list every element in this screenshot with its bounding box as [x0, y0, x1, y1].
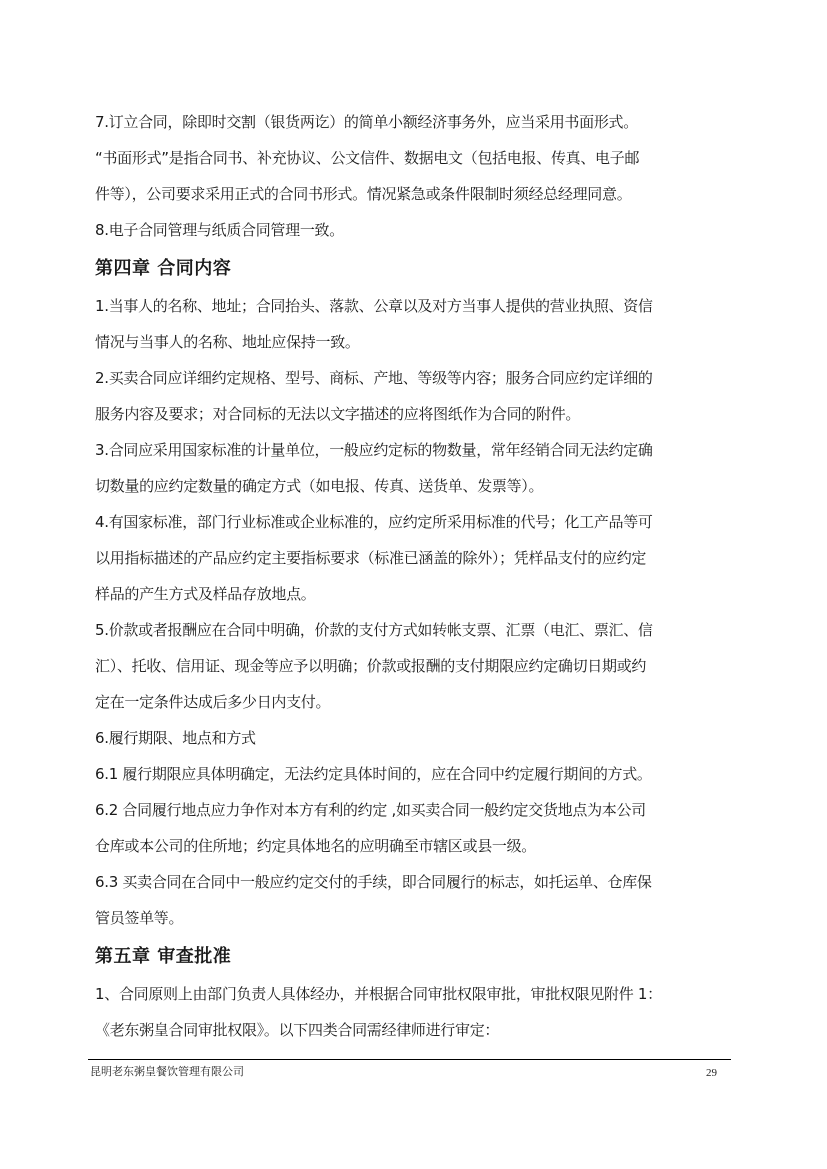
- text-line: 2.买卖合同应详细约定规格、型号、商标、产地、等级等内容；服务合同应约定详细的: [95, 369, 653, 387]
- content-clause-6-1: [95, 756, 735, 792]
- text-line: 6.3 买卖合同在合同中一般应约定交付的手续，即合同履行的标志，如托运单、仓库保: [95, 873, 652, 891]
- document-body: [95, 104, 735, 1048]
- text-line: 服务内容及要求；对合同标的无法以文字描述的应将图纸作为合同的附件。: [95, 405, 581, 423]
- content-clause-6-3: [95, 864, 735, 936]
- text-line: 6.2 合同履行地点应力争作对本方有利的约定 ,如买卖合同一般约定交货地点为本公司: [95, 801, 646, 819]
- footer-company-name: 昆明老东粥皇餐饮管理有限公司: [90, 1065, 244, 1078]
- content-clause-5: [95, 612, 735, 720]
- text-line: 1.当事人的名称、地址；合同抬头、落款、公章以及对方当事人提供的营业执照、资信: [95, 297, 653, 315]
- text-line: 《老东粥皇合同审批权限》。以下四类合同需经律师进行审定：: [95, 1021, 500, 1039]
- text-line: 汇）、托收、信用证、现金等应予以明确；价款或报酬的支付期限应约定确切日期或约: [95, 657, 647, 675]
- text-line: “书面形式”是指合同书、补充协议、公文信件、数据电文（包括电报、传真、电子邮: [95, 149, 640, 167]
- text-line: 7.订立合同，除即时交割（银货两讫）的简单小额经济事务外，应当采用书面形式。: [95, 113, 638, 131]
- text-line: 管员签单等。: [95, 909, 184, 927]
- content-clause-6: [95, 720, 735, 756]
- footer-divider: [88, 1059, 731, 1060]
- text-line: 4.有国家标准，部门行业标准或企业标准的，应约定所采用标准的代号；化工产品等可: [95, 513, 653, 531]
- clause-7: [95, 104, 735, 212]
- content-clause-2: [95, 360, 735, 432]
- text-line: 仓库或本公司的住所地；约定具体地名的应明确至市辖区或县一级。: [95, 837, 537, 855]
- footer-page-number: 29: [706, 1067, 717, 1079]
- content-clause-4: [95, 504, 735, 612]
- chapter-4-heading: 第四章 合同内容: [95, 258, 232, 279]
- text-line: 5.价款或者报酬应在合同中明确，价款的支付方式如转帐支票、汇票（电汇、票汇、信: [95, 621, 653, 639]
- review-clause-1: [95, 976, 735, 1048]
- text-line: 情况与当事人的名称、地址应保持一致。: [95, 333, 360, 351]
- content-clause-3: [95, 432, 735, 504]
- text-line: 定在一定条件达成后多少日内支付。: [95, 693, 331, 711]
- text-line: 1、合同原则上由部门负责人具体经办，并根据合同审批权限审批，审批权限见附件 1：: [95, 985, 662, 1003]
- text-line: 件等），公司要求采用正式的合同书形式。情况紧急或条件限制时须经总经理同意。: [95, 185, 632, 203]
- content-clause-6-2: [95, 792, 735, 864]
- text-line: 3.合同应采用国家标准的计量单位，一般应约定标的物数量，常年经销合同无法约定确: [95, 441, 653, 459]
- text-line: 6.履行期限、地点和方式: [95, 729, 256, 747]
- content-clause-1: [95, 288, 735, 360]
- text-line: 6.1 履行期限应具体明确定，无法约定具体时间的，应在合同中约定履行期间的方式。: [95, 765, 652, 783]
- text-line: 样品的产生方式及样品存放地点。: [95, 585, 316, 603]
- chapter-5-heading: 第五章 审查批准: [95, 946, 232, 967]
- clause-8: [95, 212, 735, 248]
- text-line: 切数量的应约定数量的确定方式（如电报、传真、送货单、发票等）。: [95, 477, 544, 495]
- text-line: 8.电子合同管理与纸质合同管理一致。: [95, 221, 344, 239]
- text-line: 以用指标描述的产品应约定主要指标要求（标准已涵盖的除外）；凭样品支付的应约定: [95, 549, 647, 567]
